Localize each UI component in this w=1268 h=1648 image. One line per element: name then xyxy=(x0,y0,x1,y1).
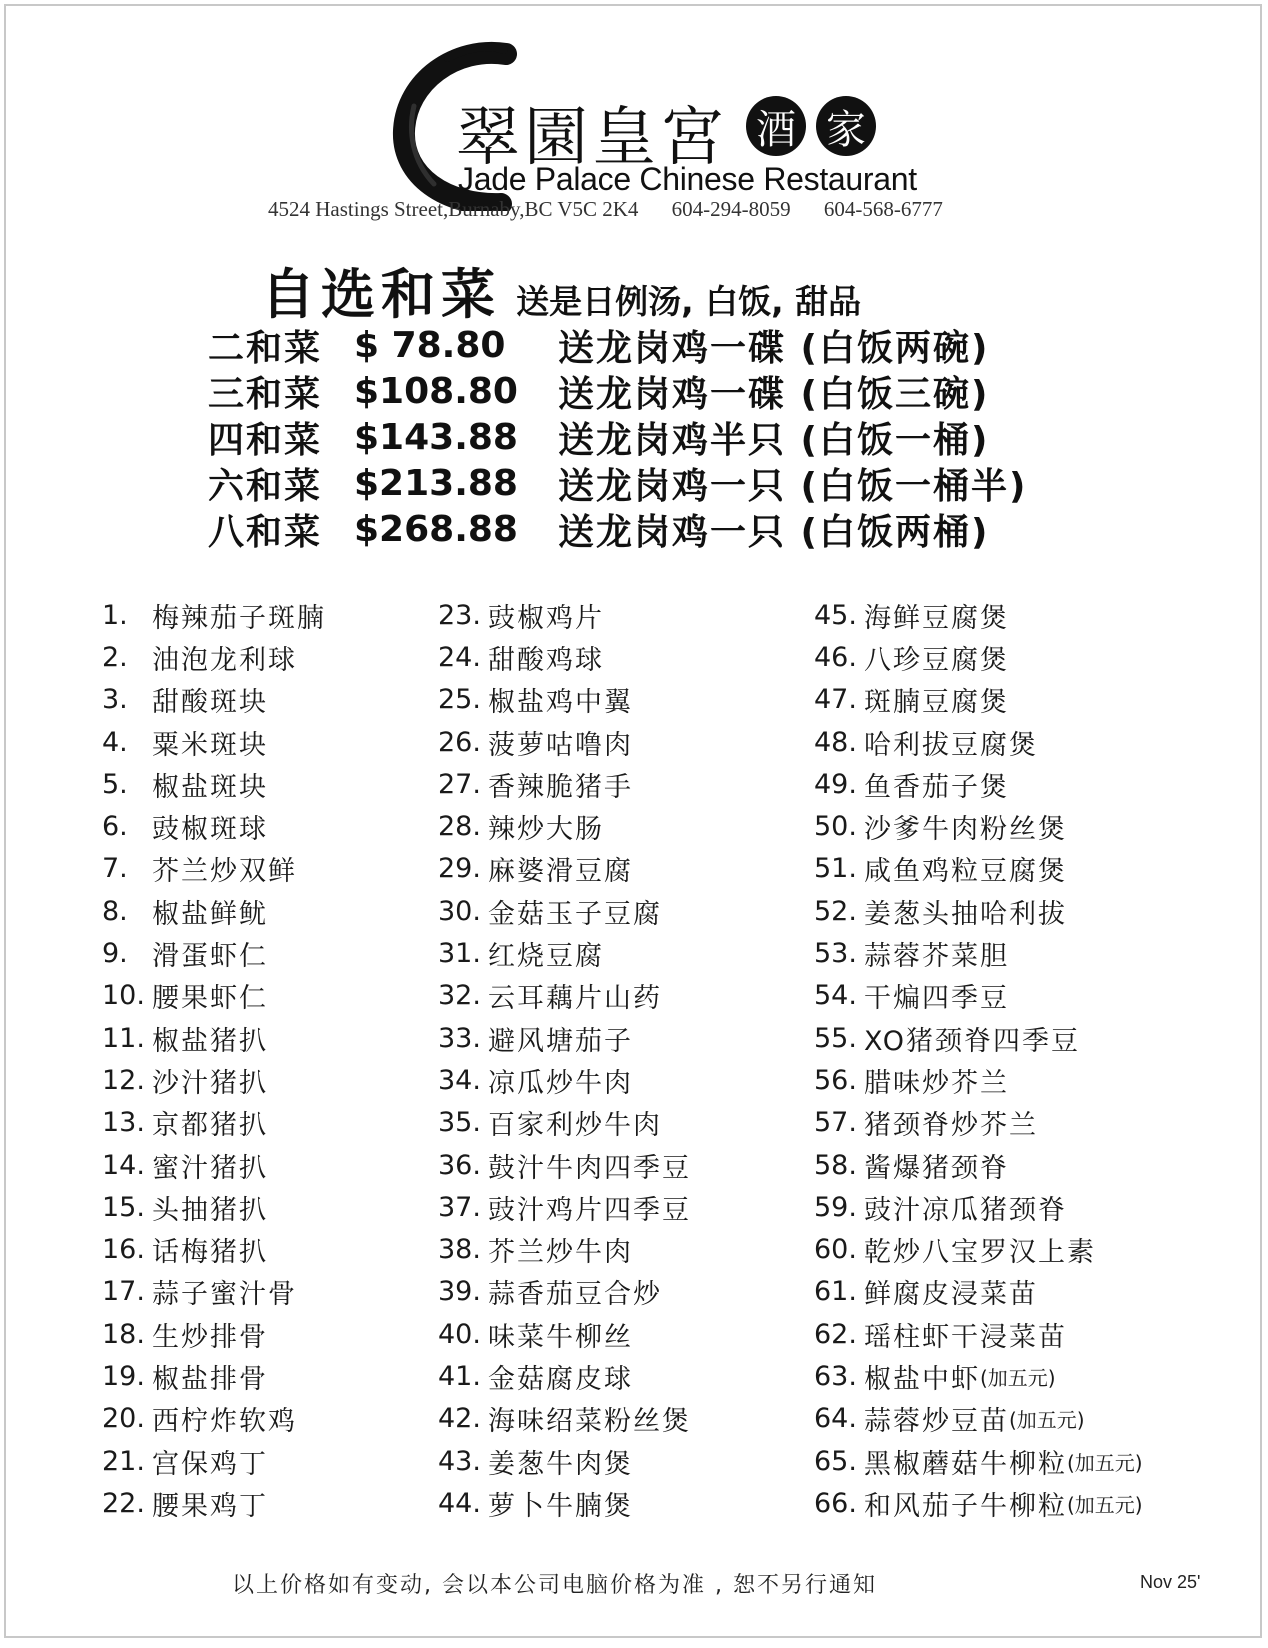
dish-name: 海味绍菜粉丝煲 xyxy=(488,1406,691,1438)
dish-item xyxy=(102,1186,326,1228)
dish-name: 瑶柱虾干浸菜苗 xyxy=(864,1321,1067,1353)
dish-name: 蒜子蜜汁骨 xyxy=(152,1279,297,1311)
dish-number: 48. xyxy=(814,726,857,758)
dish-number: 4. xyxy=(102,726,128,758)
dish-name: 椒盐排骨 xyxy=(152,1363,268,1395)
price-row xyxy=(208,506,1027,552)
dish-name: 芥兰炒牛肉 xyxy=(488,1237,633,1269)
dish-name: 生炒排骨 xyxy=(152,1321,268,1353)
dish-number: 34. xyxy=(438,1064,481,1096)
dish-item xyxy=(814,594,1143,636)
dish-item xyxy=(102,1017,326,1059)
dish-number: 46. xyxy=(814,641,857,673)
dish-number: 21. xyxy=(102,1445,145,1477)
dish-number: 12. xyxy=(102,1064,145,1096)
dish-item xyxy=(438,1228,691,1270)
dish-name: 鱼香茄子煲 xyxy=(864,771,1009,803)
dish-number: 11. xyxy=(102,1022,145,1054)
dish-number: 37. xyxy=(438,1191,481,1223)
dish-name: 金菇玉子豆腐 xyxy=(488,898,662,930)
dish-name: 避风塘茄子 xyxy=(488,1025,633,1057)
dish-number: 58. xyxy=(814,1149,857,1181)
phone-number: 604-294-8059 xyxy=(671,197,791,221)
dish-number: 28. xyxy=(438,811,481,843)
seal-character: 家 xyxy=(816,96,876,156)
set-gift: 送龙岗鸡一碟 (白饭两碗) xyxy=(558,327,990,369)
dish-number: 38. xyxy=(438,1234,481,1266)
dish-name: 八珍豆腐煲 xyxy=(864,644,1009,676)
dish-item xyxy=(438,679,691,721)
dish-number: 40. xyxy=(438,1318,481,1350)
dish-name: 哈利拔豆腐煲 xyxy=(864,729,1038,761)
dish-number: 35. xyxy=(438,1107,481,1139)
dish-name: 椒盐鸡中翼 xyxy=(488,687,633,719)
dish-number: 65. xyxy=(814,1445,857,1477)
dish-name: 椒盐中虾 xyxy=(864,1363,980,1395)
set-gift: 送龙岗鸡一只 (白饭两桶) xyxy=(558,511,990,553)
set-gift: 送龙岗鸡一只 (白饭一桶半) xyxy=(558,465,1028,507)
dish-item xyxy=(438,848,691,890)
dish-column-3 xyxy=(814,594,1143,1525)
dish-name: 甜酸鸡球 xyxy=(488,644,604,676)
dish-number: 43. xyxy=(438,1445,481,1477)
dish-number: 49. xyxy=(814,768,857,800)
dish-number: 66. xyxy=(814,1487,857,1519)
surcharge-note: (加五元) xyxy=(1009,1408,1085,1433)
dish-item xyxy=(102,1271,326,1313)
dish-number: 14. xyxy=(102,1149,145,1181)
set-name: 三和菜 xyxy=(208,373,323,415)
dish-item xyxy=(438,594,691,636)
dish-number: 13. xyxy=(102,1107,145,1139)
dish-name: 梅辣茄子斑腩 xyxy=(152,602,326,634)
dish-number: 60. xyxy=(814,1234,857,1266)
dish-name: 海鲜豆腐煲 xyxy=(864,602,1009,634)
dish-name: 豉汁凉瓜猪颈脊 xyxy=(864,1194,1067,1226)
dish-name: 菠萝咕噜肉 xyxy=(488,729,633,761)
dish-item xyxy=(102,1228,326,1270)
dish-name: 芥兰炒双鲜 xyxy=(152,856,297,888)
dish-item xyxy=(102,1144,326,1186)
dish-item xyxy=(814,1482,1143,1524)
dish-name: 鼓汁牛肉四季豆 xyxy=(488,1152,691,1184)
restaurant-logo xyxy=(386,36,917,211)
dish-item xyxy=(438,1313,691,1355)
dish-number: 44. xyxy=(438,1487,481,1519)
dish-item xyxy=(814,1186,1143,1228)
dish-number: 56. xyxy=(814,1064,857,1096)
dish-number: 42. xyxy=(438,1403,481,1435)
price-row xyxy=(208,322,1027,368)
dish-name: 味菜牛柳丝 xyxy=(488,1321,633,1353)
dish-item xyxy=(102,679,326,721)
dish-number: 9. xyxy=(102,938,128,970)
dish-item xyxy=(814,763,1143,805)
set-price: $213.88 xyxy=(354,462,518,504)
dish-item xyxy=(102,805,326,847)
dish-name: 腰果鸡丁 xyxy=(152,1490,268,1522)
set-menu-price-list xyxy=(208,322,1027,552)
surcharge-note: (加五元) xyxy=(1067,1450,1143,1475)
set-menu-subtitle: 送是日例汤, 白饭, 甜品 xyxy=(516,282,862,321)
dish-name: 腊味炒芥兰 xyxy=(864,1067,1009,1099)
dish-number: 39. xyxy=(438,1276,481,1308)
dish-name: 咸鱼鸡粒豆腐煲 xyxy=(864,856,1067,888)
dish-item xyxy=(814,1017,1143,1059)
dish-item xyxy=(438,1102,691,1144)
set-menu-heading: 自选和菜 xyxy=(261,263,501,326)
set-name: 八和菜 xyxy=(208,511,323,553)
dish-name: 豉汁鸡片四季豆 xyxy=(488,1194,691,1226)
dish-number: 52. xyxy=(814,895,857,927)
dish-item xyxy=(438,1271,691,1313)
menu-date: Nov 25' xyxy=(1140,1572,1201,1592)
dish-name: 蒜蓉炒豆苗 xyxy=(864,1406,1009,1438)
dish-number: 29. xyxy=(438,853,481,885)
set-name: 四和菜 xyxy=(208,419,323,461)
dish-name: 腰果虾仁 xyxy=(152,983,268,1015)
dish-number: 41. xyxy=(438,1360,481,1392)
dish-number: 45. xyxy=(814,599,857,631)
dish-item xyxy=(102,763,326,805)
dish-item xyxy=(102,975,326,1017)
set-name: 二和菜 xyxy=(208,327,323,369)
dish-number: 10. xyxy=(102,980,145,1012)
dish-number: 51. xyxy=(814,853,857,885)
set-name: 六和菜 xyxy=(208,465,323,507)
dish-name: 麻婆滑豆腐 xyxy=(488,856,633,888)
dish-number: 24. xyxy=(438,641,481,673)
dish-number: 50. xyxy=(814,811,857,843)
dish-item xyxy=(814,1228,1143,1270)
dish-name: 豉椒鸡片 xyxy=(488,602,604,634)
dish-name: 斑腩豆腐煲 xyxy=(864,687,1009,719)
dish-item xyxy=(438,890,691,932)
dish-number: 1. xyxy=(102,599,128,631)
dish-name: 姜葱头抽哈利拔 xyxy=(864,898,1067,930)
dish-number: 20. xyxy=(102,1403,145,1435)
dish-item xyxy=(814,975,1143,1017)
dish-name: 蜜汁猪扒 xyxy=(152,1152,268,1184)
dish-name: 宫保鸡丁 xyxy=(152,1448,268,1480)
dish-item xyxy=(438,932,691,974)
restaurant-chinese-name: 翠園皇宮 xyxy=(456,101,728,175)
dish-name: 百家利炒牛肉 xyxy=(488,1110,662,1142)
set-price: $143.88 xyxy=(354,416,518,458)
dish-number: 30. xyxy=(438,895,481,927)
dish-name: 豉椒斑球 xyxy=(152,814,268,846)
dish-number: 64. xyxy=(814,1403,857,1435)
dish-name: 酱爆猪颈脊 xyxy=(864,1152,1009,1184)
dish-column-2 xyxy=(438,594,691,1525)
dish-name: 滑蛋虾仁 xyxy=(152,941,268,973)
dish-item xyxy=(438,636,691,678)
dish-item xyxy=(438,1144,691,1186)
dish-number: 54. xyxy=(814,980,857,1012)
dish-name: 红烧豆腐 xyxy=(488,941,604,973)
dish-item xyxy=(814,1355,1143,1397)
dish-item xyxy=(438,1017,691,1059)
dish-item xyxy=(102,594,326,636)
dish-number: 57. xyxy=(814,1107,857,1139)
dish-number: 18. xyxy=(102,1318,145,1350)
dish-number: 16. xyxy=(102,1234,145,1266)
dish-item xyxy=(102,890,326,932)
phone-number: 604-568-6777 xyxy=(823,197,943,221)
dish-name: 云耳藕片山药 xyxy=(488,983,662,1015)
dish-name: 头抽猪扒 xyxy=(152,1194,268,1226)
dish-item xyxy=(102,721,326,763)
dish-number: 55. xyxy=(814,1022,857,1054)
dish-name: 猪颈脊炒芥兰 xyxy=(864,1110,1038,1142)
dish-name: 辣炒大肠 xyxy=(488,814,604,846)
seal-character: 酒 xyxy=(746,96,806,156)
dish-item xyxy=(814,848,1143,890)
dish-item xyxy=(438,1440,691,1482)
dish-number: 25. xyxy=(438,684,481,716)
dish-number: 63. xyxy=(814,1360,857,1392)
dish-name: 金菇腐皮球 xyxy=(488,1363,633,1395)
dish-item xyxy=(438,975,691,1017)
set-price: $ 78.80 xyxy=(354,324,506,366)
dish-item xyxy=(438,721,691,763)
dish-name: 和风茄子牛柳粒 xyxy=(864,1490,1067,1522)
set-gift: 送龙岗鸡一碟 (白饭三碗) xyxy=(558,373,990,415)
dish-item xyxy=(102,1313,326,1355)
restaurant-english-name: Jade Palace Chinese Restaurant xyxy=(458,161,917,197)
dish-item xyxy=(438,763,691,805)
dish-name: 乾炒八宝罗汉上素 xyxy=(864,1237,1096,1269)
dish-name: 京都猪扒 xyxy=(152,1110,268,1142)
dish-item xyxy=(102,1355,326,1397)
dish-name: 话梅猪扒 xyxy=(152,1237,268,1269)
dish-number: 5. xyxy=(102,768,128,800)
dish-name: 姜葱牛肉煲 xyxy=(488,1448,633,1480)
dish-item xyxy=(438,805,691,847)
dish-item xyxy=(814,1398,1143,1440)
dish-name: 黑椒蘑菇牛柳粒 xyxy=(864,1448,1067,1480)
dish-number: 33. xyxy=(438,1022,481,1054)
dish-name: 蒜蓉芥菜胆 xyxy=(864,941,1009,973)
set-price: $108.80 xyxy=(354,370,518,412)
dish-number: 2. xyxy=(102,641,128,673)
dish-number: 62. xyxy=(814,1318,857,1350)
surcharge-note: (加五元) xyxy=(980,1365,1056,1390)
dish-number: 17. xyxy=(102,1276,145,1308)
dish-item xyxy=(814,890,1143,932)
dish-number: 22. xyxy=(102,1487,145,1519)
dish-name: 蒜香茄豆合炒 xyxy=(488,1279,662,1311)
dish-name: 鲜腐皮浸菜苗 xyxy=(864,1279,1038,1311)
surcharge-note: (加五元) xyxy=(1067,1492,1143,1517)
dish-number: 32. xyxy=(438,980,481,1012)
dish-number: 27. xyxy=(438,768,481,800)
dish-number: 36. xyxy=(438,1149,481,1181)
dish-name: 椒盐鲜鱿 xyxy=(152,898,268,930)
price-row xyxy=(208,460,1027,506)
dish-item xyxy=(102,1102,326,1144)
dish-item xyxy=(814,1313,1143,1355)
dish-name: 沙汁猪扒 xyxy=(152,1067,268,1099)
dish-name: XO猪颈脊四季豆 xyxy=(864,1025,1081,1057)
dish-number: 8. xyxy=(102,895,128,927)
dish-number: 47. xyxy=(814,684,857,716)
dish-item xyxy=(814,721,1143,763)
dish-number: 15. xyxy=(102,1191,145,1223)
dish-item xyxy=(814,1059,1143,1101)
dish-item xyxy=(438,1059,691,1101)
price-row xyxy=(208,368,1027,414)
contact-line xyxy=(268,197,971,222)
dish-item xyxy=(814,1271,1143,1313)
dish-number: 61. xyxy=(814,1276,857,1308)
dish-column-1 xyxy=(102,594,326,1525)
dish-name: 萝卜牛腩煲 xyxy=(488,1490,633,1522)
dish-name: 椒盐猪扒 xyxy=(152,1025,268,1057)
dish-name: 西柠炸软鸡 xyxy=(152,1406,297,1438)
dish-item xyxy=(102,636,326,678)
dish-number: 3. xyxy=(102,684,128,716)
price-change-notice: 以上价格如有变动, 会以本公司电脑价格为准 , 恕不另行通知 xyxy=(232,1573,877,1598)
dish-number: 59. xyxy=(814,1191,857,1223)
dish-number: 6. xyxy=(102,811,128,843)
dish-item xyxy=(814,679,1143,721)
set-price: $268.88 xyxy=(354,508,518,550)
dish-name: 沙爹牛肉粉丝煲 xyxy=(864,814,1067,846)
set-menu-title xyxy=(261,252,861,329)
price-row xyxy=(208,414,1027,460)
dish-item xyxy=(102,932,326,974)
dish-item xyxy=(814,805,1143,847)
dish-item xyxy=(438,1398,691,1440)
dish-number: 7. xyxy=(102,853,128,885)
dish-name: 粟米斑块 xyxy=(152,729,268,761)
dish-item xyxy=(814,1440,1143,1482)
dish-item xyxy=(102,1398,326,1440)
dish-number: 26. xyxy=(438,726,481,758)
dish-item xyxy=(814,1102,1143,1144)
dish-item xyxy=(438,1186,691,1228)
dish-item xyxy=(102,848,326,890)
dish-name: 凉瓜炒牛肉 xyxy=(488,1067,633,1099)
dish-name: 椒盐斑块 xyxy=(152,771,268,803)
dish-number: 31. xyxy=(438,938,481,970)
address: 4524 Hastings Street,Burnaby,BC V5C 2K4 xyxy=(268,197,639,221)
dish-name: 油泡龙利球 xyxy=(152,644,297,676)
dish-item xyxy=(814,636,1143,678)
dish-name: 干煸四季豆 xyxy=(864,983,1009,1015)
dish-name: 甜酸斑块 xyxy=(152,687,268,719)
dish-item xyxy=(102,1482,326,1524)
dish-item xyxy=(438,1482,691,1524)
dish-item xyxy=(814,1144,1143,1186)
dish-name: 香辣脆猪手 xyxy=(488,771,633,803)
dish-item xyxy=(102,1059,326,1101)
dish-number: 23. xyxy=(438,599,481,631)
set-gift: 送龙岗鸡半只 (白饭一桶) xyxy=(558,419,990,461)
dish-number: 19. xyxy=(102,1360,145,1392)
dish-item xyxy=(102,1440,326,1482)
dish-item xyxy=(814,932,1143,974)
dish-item xyxy=(438,1355,691,1397)
menu-page xyxy=(4,4,1262,1638)
dish-number: 53. xyxy=(814,938,857,970)
